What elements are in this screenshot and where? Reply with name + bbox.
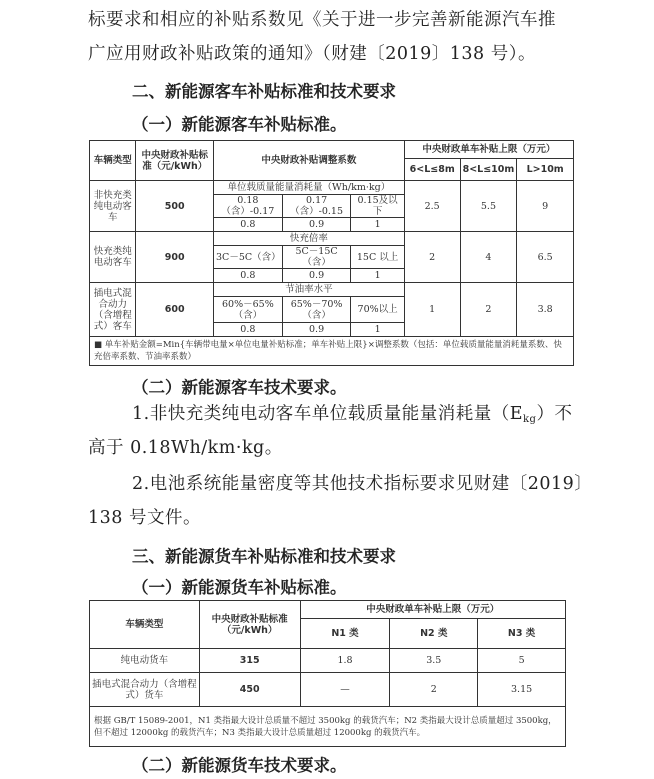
bus-row-3-cap-3: 3.8 (517, 283, 574, 337)
bus-header-cap: 中央财政单车补贴上限（万元） (404, 141, 573, 159)
truck-row-2-n3: 3.15 (478, 673, 566, 707)
bus-row-1-range-1: 0.18（含）-0.17 (214, 195, 283, 218)
bus-row-1-factor-1: 0.8 (214, 218, 283, 232)
truck-row-2-standard: 450 (199, 673, 300, 707)
bus-row-1-cap-3: 9 (517, 181, 574, 232)
bus-row-1-factor-3: 1 (351, 218, 404, 232)
truck-row-1-standard: 315 (199, 649, 300, 673)
truck-row-1-n1: 1.8 (300, 649, 390, 673)
bus-row-1-standard: 500 (136, 181, 214, 232)
truck-header-standard: 中央财政补贴标准（元/kWh） (199, 601, 300, 649)
bus-subsidy-table (89, 140, 574, 366)
bus-header-type: 车辆类型 (90, 141, 136, 181)
bus-row-2-range-1: 3C－5C（含） (214, 246, 283, 269)
truck-row-2-n1: — (300, 673, 390, 707)
bus-row-1-cap-1: 2.5 (404, 181, 460, 232)
bus-row-2-cap-2: 4 (460, 232, 517, 283)
bus-row-1-range-2: 0.17（含）-0.15 (282, 195, 351, 218)
bus-row-1-cap-2: 5.5 (460, 181, 517, 232)
bus-row-2-cap-3: 6.5 (517, 232, 574, 283)
section-2-2-heading: （二）新能源客车技术要求。 (132, 378, 347, 397)
truck-header-cap: 中央财政单车补贴上限（万元） (300, 601, 565, 619)
bus-row-3-factor-1: 0.8 (214, 323, 283, 337)
truck-header-n2: N2 类 (390, 619, 478, 649)
bus-row-2-type: 快充类纯电动客车 (90, 232, 136, 283)
bus-header-standard: 中央财政补贴标准（元/kWh） (136, 141, 214, 181)
truck-row-1-n2: 3.5 (390, 649, 478, 673)
truck-row-1-type: 纯电动货车 (90, 649, 200, 673)
bus-requirement-1-line-2: 高于 0.18Wh/km·kg。 (88, 438, 283, 458)
bus-row-1-type: 非快充类纯电动客车 (90, 181, 136, 232)
section-3-2-heading: （二）新能源货车技术要求。 (132, 756, 347, 775)
truck-header-n1: N1 类 (300, 619, 390, 649)
bus-row-1-coef-title: 单位载质量能量消耗量（Wh/km·kg） (214, 181, 405, 195)
bus-requirement-1-line-1 (132, 402, 572, 432)
bus-table-note: ■ 单车补贴金额=Min{车辆带电量×单位电量补贴标准；单车补贴上限}×调整系数（包括：单位载质量能量消耗量系数、快充倍率系数、节油率系数） (90, 337, 574, 366)
section-2-heading: 二、新能源客车补贴标准和技术要求 (132, 82, 396, 101)
bus-row-3-standard: 600 (136, 283, 214, 337)
bus-row-2-factor-1: 0.8 (214, 269, 283, 283)
bus-row-2-range-2: 5C－15C（含） (282, 246, 351, 269)
truck-header-type: 车辆类型 (90, 601, 200, 649)
truck-row-2-type: 插电式混合动力（含增程式）货车 (90, 673, 200, 707)
truck-table-note: 根据 GB/T 15089-2001，N1 类指最大设计总质量不超过 3500kg 的载货汽车；N2 类指最大设计总质量超过 3500kg，但不超过 12000kg 的载货汽车；N3 类指最大设计总质量超过 12000kg 的载货汽车。 (90, 707, 566, 747)
bus-row-2-cap-1: 2 (404, 232, 460, 283)
bus-row-2-standard: 900 (136, 232, 214, 283)
bus-row-2-factor-2: 0.9 (282, 269, 351, 283)
bus-row-2-coef-title: 快充倍率 (214, 232, 405, 246)
bus-row-1-factor-2: 0.9 (282, 218, 351, 232)
bus-header-length-2: 8<L≤10m (460, 159, 517, 181)
bus-header-coefficient: 中央财政补贴调整系数 (214, 141, 405, 181)
bus-row-1-range-3: 0.15及以下 (351, 195, 404, 218)
bus-requirement-2-line-1: 2.电池系统能量密度等其他技术指标要求见财建〔2019〕 (132, 474, 593, 494)
bus-row-3-factor-2: 0.9 (282, 323, 351, 337)
intro-line-2: 广应用财政补贴政策的通知》（财建〔2019〕138 号）。 (88, 44, 536, 64)
bus-row-3-cap-1: 1 (404, 283, 460, 337)
truck-header-n3: N3 类 (478, 619, 566, 649)
section-3-1-heading: （一）新能源货车补贴标准。 (132, 578, 347, 597)
bus-row-3-cap-2: 2 (460, 283, 517, 337)
bus-row-3-range-3: 70%以上 (351, 297, 404, 323)
bus-requirement-1-text-a: 1.非快充类纯电动客车单位载质量能量消耗量（E (132, 404, 523, 424)
bus-header-length-3: L>10m (517, 159, 574, 181)
truck-row-2-n2: 2 (390, 673, 478, 707)
bus-requirement-2-line-2: 138 号文件。 (88, 508, 201, 528)
truck-subsidy-table (89, 600, 566, 747)
bus-row-3-range-2: 65%－70%（含） (282, 297, 351, 323)
section-2-1-heading: （一）新能源客车补贴标准。 (132, 115, 347, 134)
bus-row-2-range-3: 15C 以上 (351, 246, 404, 269)
truck-row-1-n3: 5 (478, 649, 566, 673)
section-3-heading: 三、新能源货车补贴标准和技术要求 (132, 547, 396, 566)
intro-line-1: 标要求和相应的补贴系数见《关于进一步完善新能源汽车推 (88, 10, 556, 30)
bus-requirement-1-text-b: ）不 (536, 404, 573, 424)
bus-row-3-range-1: 60%－65%（含） (214, 297, 283, 323)
bus-requirement-1-subscript: kg (522, 414, 537, 425)
bus-row-3-type: 插电式混合动力（含增程式）客车 (90, 283, 136, 337)
bus-row-3-coef-title: 节油率水平 (214, 283, 405, 297)
bus-row-3-factor-3: 1 (351, 323, 404, 337)
bus-row-2-factor-3: 1 (351, 269, 404, 283)
bus-header-length-1: 6<L≤8m (404, 159, 460, 181)
